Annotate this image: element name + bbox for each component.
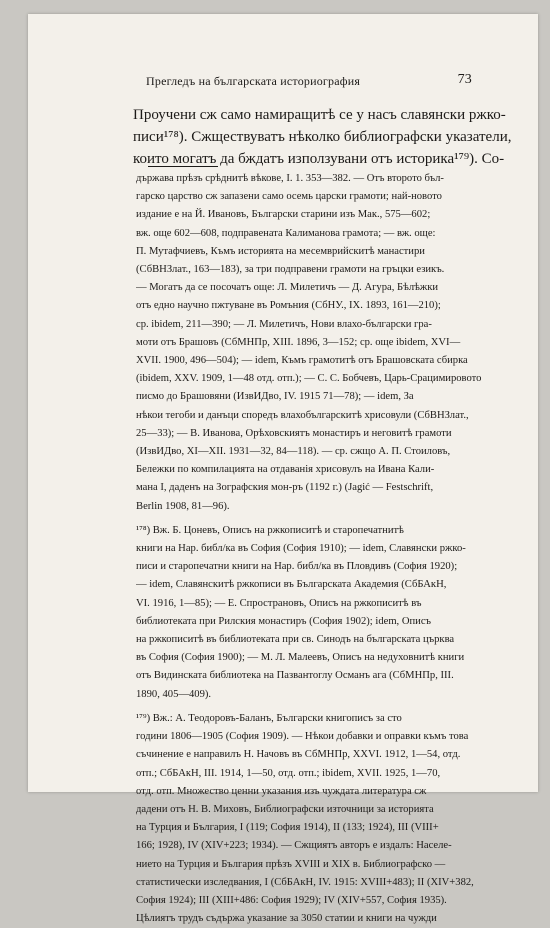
footnote-line: вж. още 602—608, подправената Калиманова грамота; — вж. още: [136,227,436,239]
footnote-line: на Турция и България, I (119; София 1914), II (133; 1924), III (VIII+ [136,822,439,834]
footnote-line: Berlin 1908, 81—96). [136,500,230,512]
footnote-line: (СбВНЗлат., 163—183), за три подправени грамоти на гръцки езикъ. [136,264,445,276]
body-line: писи¹⁷⁸). Сжществуватъ нѣколко библиографски указатели, [133,129,512,145]
footnote-line: отп.; СбБАкН, III. 1914, 1—50, отд. отп.; ibidem, XVII. 1925, 1—70, [136,767,441,779]
footnote-line: ср. ibidem, 211—390; — Л. Милетичъ, Нови влахо-български гра- [136,318,432,330]
footnote-line: статистически изследвания, I (СбБАкН, IV. 1915: XVIII+483); II (XIV+382, [136,876,474,888]
book-page [28,14,538,925]
footnote-line: мана I, даденъ на Зографския мон-ръ (1192 г.) (Jagić — Festschrift, [136,482,434,494]
footnote-separator [148,166,218,167]
footnote-line: въ София (София 1900); — М. Л. Малеевъ, Описъ на недуховнитѣ книги [136,652,465,664]
footnote-line: години 1806—1905 (София 1909). — Нѣкои добавки и оправки къмъ това [136,731,469,743]
footnote-line: библиотеката при Рилския монастиръ (София 1902); idem, Описъ [136,615,432,627]
footnote-line: — Могатъ да се посочатъ още: Л. Милетичъ — Д. Агура, Бѣлѣжки [136,282,439,294]
footnote-line: 25—33); — В. Иванова, Орѣховскиятъ монастиръ и неговитѣ грамоти [136,427,452,439]
footnote-line: на ржкописитѣ въ библиотеката при св. Синодъ на българската църква [136,634,455,646]
footnote-line: ¹⁷⁹) Вж.: А. Теодоровъ-Баланъ, Български книгописъ за сто [136,712,402,724]
footnote-line: отд. отп. Множество ценни указания изъ чуждата литература сж [136,785,427,797]
footnote-line: отъ едно научно пжтуване въ Ромъния (СбНУ., IX. 1893, 161—210); [136,300,441,312]
footnote-line: 166; 1928), IV (XIV+223; 1934). — Сжщиятъ авторъ е издалъ: Населе- [136,840,452,852]
footnote-line: моти отъ Брашовъ (СбМНПр, XIII. 1896, 3—152; ср. още ibidem, XVI— [136,336,461,348]
footnote-line: (ibidem, XXV. 1909, 1—48 отд. отп.); — С. С. Бобчевъ, Царь-Срацимировото [136,373,481,385]
footnote-line: П. Мутафчиевъ, Къмъ историята на месемврийскитѣ манастири [136,245,425,257]
footnote-line: гарско царство сж запазени само осемь царски грамоти; най-новото [136,191,442,203]
footnote-line: дадени отъ Н. В. Миховъ, Библиографски източници за историята [136,803,434,815]
footnote-line: отъ Видинската библиотека на Пазвантоглу Османъ ага (СбМНПр, III. [136,670,454,682]
footnote-line: XVII. 1900, 496—504); — idem, Къмъ грамотитѣ отъ Брашовската сбирка [136,355,468,367]
footnotes [136,170,481,928]
footnote-line: нието на Турция и България прѣзъ XVIII и XIX в. Библиографско — [136,858,446,870]
page-number: 73 [457,72,472,87]
body-line: които могатъ да бждатъ използувани отъ историка¹⁷⁹). Со- [133,151,505,167]
footnote-line: държава прѣзъ срѣднитѣ вѣкове, I. 1. 353—382. — Отъ второто бъл- [136,173,444,184]
footnote-line: писи и старопечатни книги на Нар. библ/ка въ Пловдивъ (София 1920); [136,561,458,573]
footnote-line: Цѣлиятъ трудъ съдържа указание за 3050 статии и книги на чужди [136,913,437,925]
footnote-line: писмо до Брашовяни (ИзвИДво, IV. 1915 71—78); — idem, За [136,391,414,403]
footnote-line: ¹⁷⁸) Вж. Б. Цоневъ, Описъ на ржкописитѣ и старопечатнитѣ [136,524,404,536]
body-text [133,104,512,170]
footnote-line: — idem, Славянскитѣ ржкописи въ Българската Академия (СбБАкН, [136,579,447,591]
footnote-line: 1890, 405—409). [136,688,212,700]
footnote-line: Бележки по компилацията на отдаванія хрисовулъ на Ивана Кали- [136,464,435,476]
footnote-line: (ИзвИДво, XI—XII. 1931—32, 84—118). — ср. сжщо А. П. Стоиловъ, [136,446,451,458]
footnote-line: VI. 1916, 1—85); — Е. Спространовъ, Описъ на ржкописитѣ въ [136,597,422,609]
body-line: Проучени сж само намиращитѣ се у насъ славянски ржко- [133,107,506,123]
footnote-line: нѣкои тегоби и данъци споредъ влахобългарскитѣ хрисовули (СбВНЗлат., [136,409,469,421]
footnote-line: София 1924); III (XIII+486: София 1929); IV (XIV+557, София 1935). [136,894,447,906]
footnote-line: съчинение е направилъ Н. Начовъ въ СбМНПр, XXVI. 1912, 1—54, отд. [136,749,461,761]
footnote-line: книги на Нар. библ/ка въ София (София 1910); — idem, Славянски ржко- [136,543,466,555]
footnote-line: издание е на Й. Ивановъ, Български старини изъ Мак., 575—602; [136,209,431,221]
running-title: Прегледъ на българската историография [146,74,361,88]
